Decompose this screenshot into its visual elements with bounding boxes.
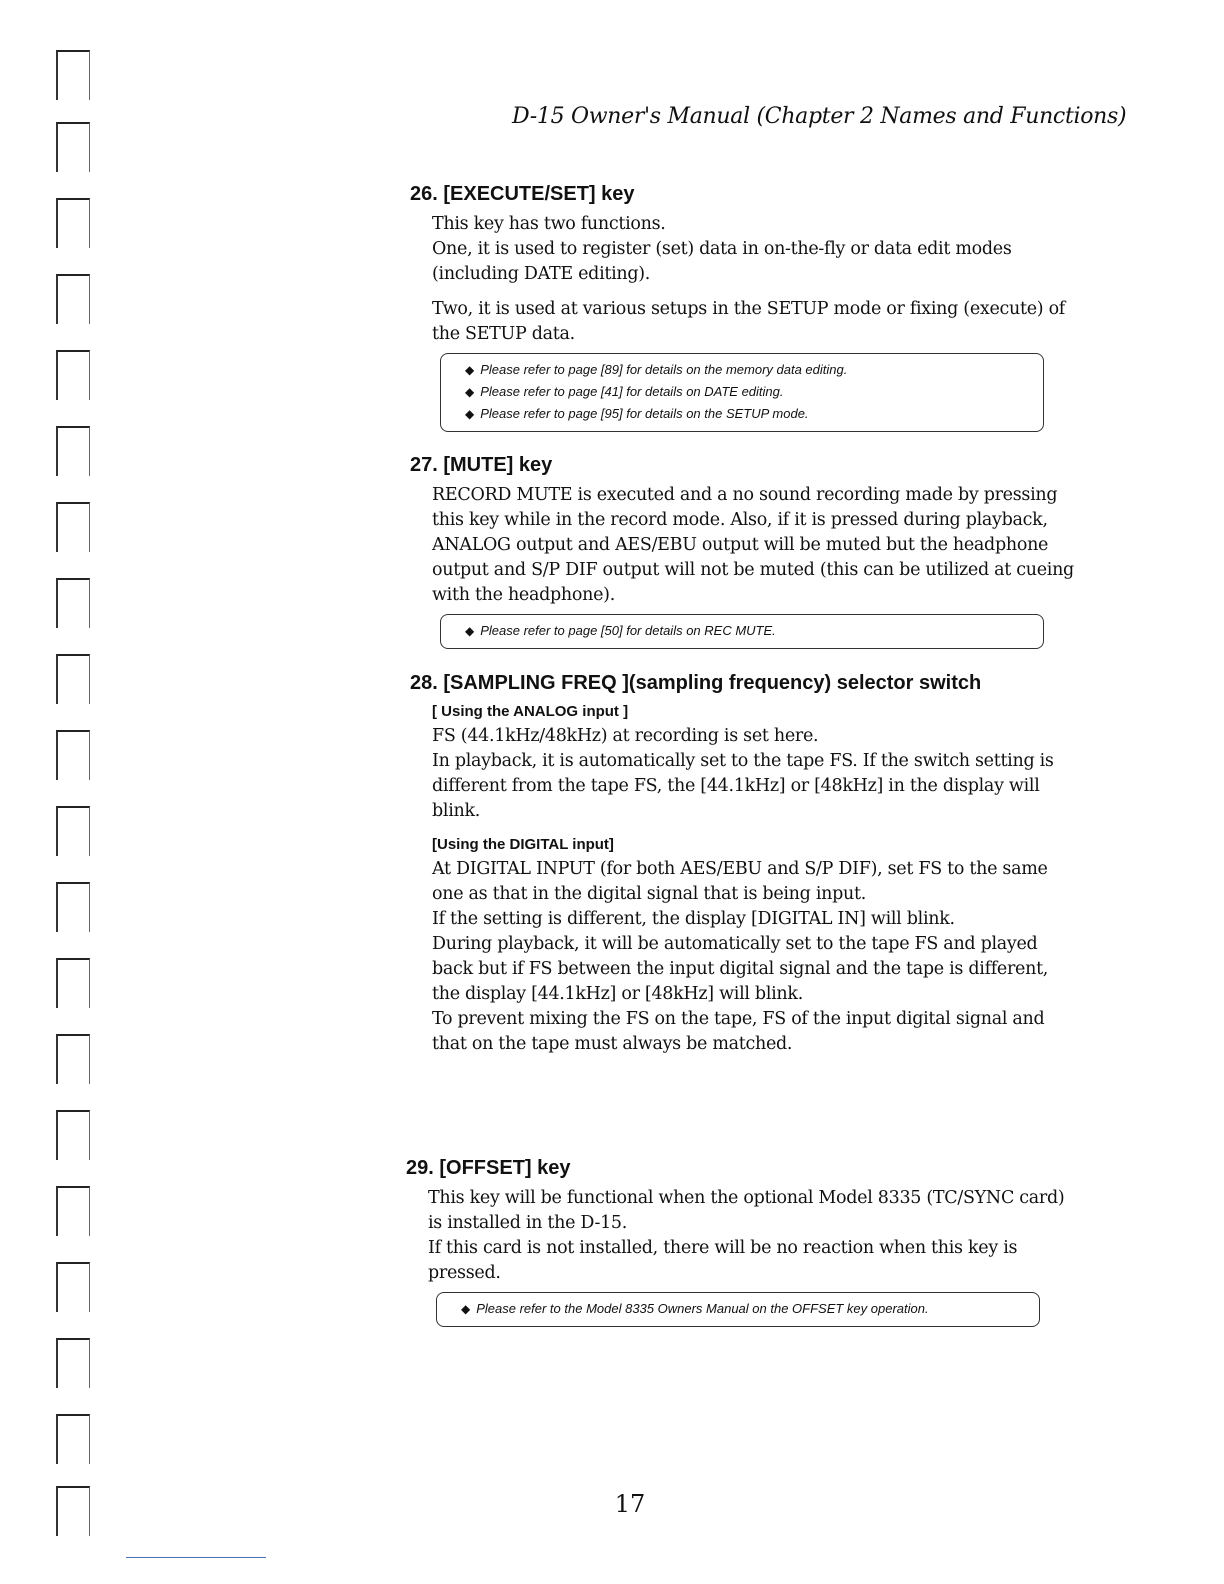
paragraph: To prevent mixing the FS on the tape, FS of the input digital signal and that on the tape must always be matched. bbox=[432, 1009, 1045, 1054]
paragraph: At DIGITAL INPUT (for both AES/EBU and S/P DIF), set FS to the same one as that in the digital signal that is being input. bbox=[432, 859, 1048, 904]
note-item: ◆ Please refer to page [89] for details on the memory data editing. bbox=[465, 362, 848, 377]
binding-holes bbox=[56, 40, 96, 1540]
binding-hole bbox=[56, 426, 90, 476]
binding-hole bbox=[56, 50, 90, 100]
section-body bbox=[410, 703, 1080, 1057]
binding-hole bbox=[56, 122, 90, 172]
note-box bbox=[440, 614, 1044, 649]
paragraph: If this card is not installed, there will be no reaction when this key is pressed. bbox=[428, 1238, 1018, 1283]
paragraph: This key has two functions. bbox=[432, 214, 666, 234]
diamond-bullet-icon: ◆ bbox=[465, 624, 475, 638]
diamond-bullet-icon: ◆ bbox=[461, 1302, 471, 1316]
section-heading: 28. [SAMPLING FREQ ](sampling frequency) selector switch bbox=[410, 672, 982, 694]
diamond-bullet-icon: ◆ bbox=[465, 385, 475, 399]
binding-hole bbox=[56, 730, 90, 780]
note-item: ◆ Please refer to page [41] for details on DATE editing. bbox=[465, 384, 784, 399]
binding-hole bbox=[56, 1110, 90, 1160]
page-number: 17 bbox=[614, 1490, 646, 1518]
diamond-bullet-icon: ◆ bbox=[465, 363, 475, 377]
subheading-analog-input: [ Using the ANALOG input ] bbox=[432, 703, 629, 720]
paragraph: FS (44.1kHz/48kHz) at recording is set here. bbox=[432, 726, 819, 746]
section-execute-set-key bbox=[410, 183, 1080, 432]
binding-hole bbox=[56, 1486, 90, 1536]
note-item: ◆ Please refer to the Model 8335 Owners Manual on the OFFSET key operation. bbox=[461, 1301, 929, 1316]
section-offset-key bbox=[406, 1157, 1076, 1327]
note-box bbox=[440, 353, 1044, 432]
binding-hole bbox=[56, 1262, 90, 1312]
binding-hole bbox=[56, 654, 90, 704]
binding-hole bbox=[56, 1414, 90, 1464]
section-mute-key bbox=[410, 454, 1080, 649]
note-item: ◆ Please refer to page [95] for details on the SETUP mode. bbox=[465, 406, 809, 421]
binding-hole bbox=[56, 502, 90, 552]
binding-hole bbox=[56, 274, 90, 324]
paragraph: One, it is used to register (set) data in on-the-fly or data edit modes (including DATE editing). bbox=[432, 239, 1012, 284]
paragraph: RECORD MUTE is executed and a no sound recording made by pressing this key while in the record mode. Also, if it is pressed during playback, ANALOG output and AES/EBU output will be muted but the headphone output and S/P DIF output will not be muted (this can be utilized at cueing with the headphone). bbox=[432, 485, 1074, 605]
section-heading: 29. [OFFSET] key bbox=[406, 1157, 571, 1179]
page-header-title: D-15 Owner's Manual (Chapter 2 Names and Functions) bbox=[512, 104, 1127, 129]
section-heading: 27. [MUTE] key bbox=[410, 454, 553, 476]
binding-hole bbox=[56, 578, 90, 628]
paragraph: If the setting is different, the display [DIGITAL IN] will blink. bbox=[432, 909, 955, 929]
binding-hole bbox=[56, 198, 90, 248]
binding-hole bbox=[56, 958, 90, 1008]
section-body bbox=[410, 212, 1080, 432]
paragraph: Two, it is used at various setups in the SETUP mode or fixing (execute) of the SETUP data. bbox=[432, 299, 1065, 344]
paragraph: During playback, it will be automatically set to the tape FS and played back but if FS between the input digital signal and the tape is different, the display [44.1kHz] or [48kHz] will blink. bbox=[432, 934, 1049, 1004]
paragraph: This key will be functional when the optional Model 8335 (TC/SYNC card) is installed in the D-15. bbox=[428, 1188, 1065, 1233]
binding-hole bbox=[56, 350, 90, 400]
binding-hole bbox=[56, 1338, 90, 1388]
binding-hole bbox=[56, 806, 90, 856]
subheading-digital-input: [Using the DIGITAL input] bbox=[432, 836, 614, 853]
note-box bbox=[436, 1292, 1040, 1327]
binding-hole bbox=[56, 1034, 90, 1084]
section-body bbox=[410, 483, 1080, 649]
note-item: ◆ Please refer to page [50] for details on REC MUTE. bbox=[465, 623, 776, 638]
binding-hole bbox=[56, 882, 90, 932]
paragraph: In playback, it is automatically set to the tape FS. If the switch setting is different from the tape FS, the [44.1kHz] or [48kHz] in the display will blink. bbox=[432, 751, 1054, 821]
binding-hole bbox=[56, 1186, 90, 1236]
section-heading: 26. [EXECUTE/SET] key bbox=[410, 183, 635, 205]
section-body bbox=[406, 1186, 1076, 1327]
diamond-bullet-icon: ◆ bbox=[465, 407, 475, 421]
section-sampling-freq-switch bbox=[410, 672, 1080, 1057]
footer-rule bbox=[126, 1557, 266, 1558]
